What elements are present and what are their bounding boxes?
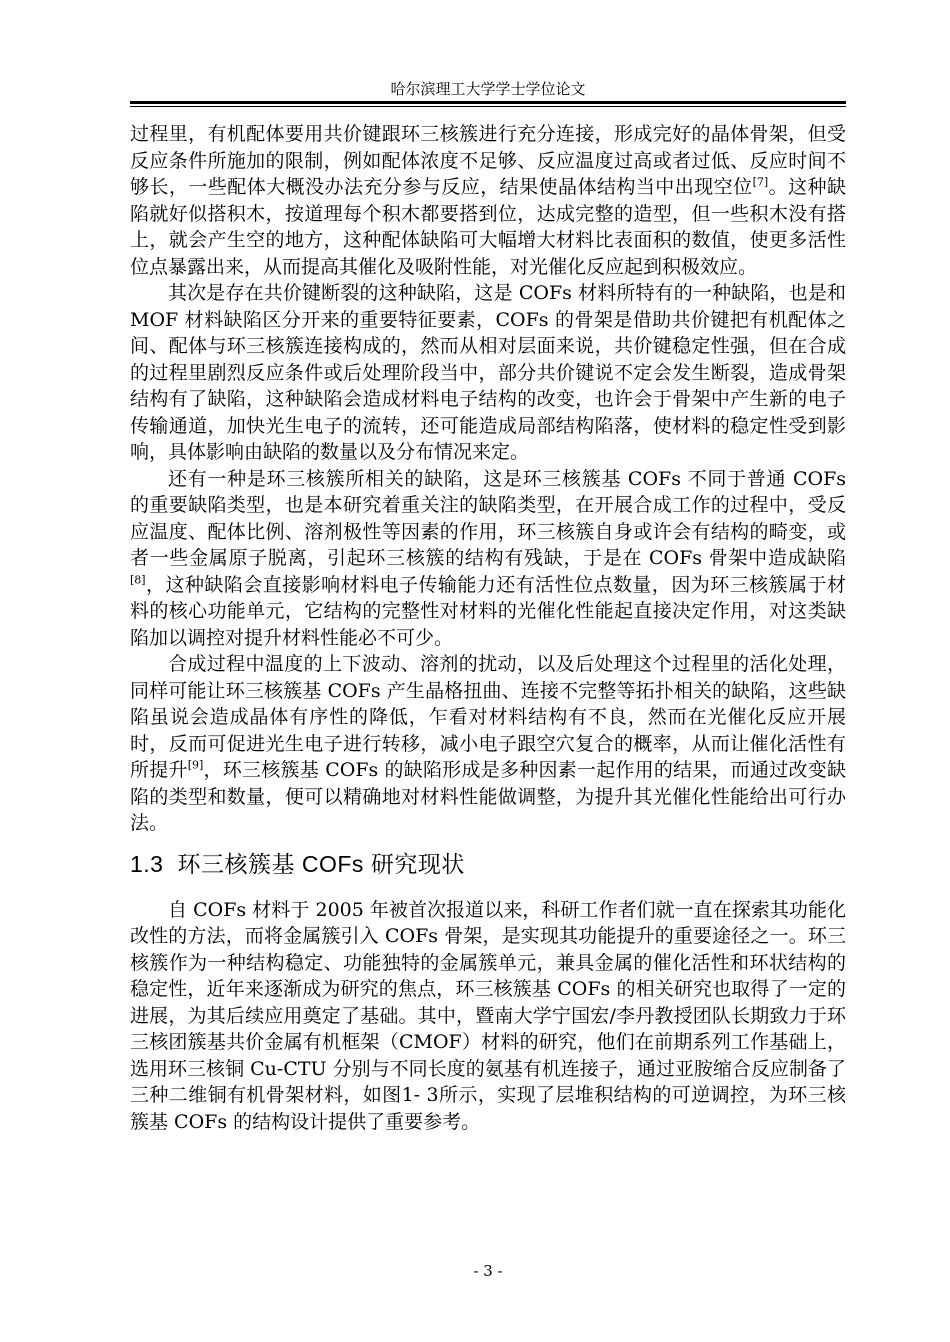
- page-number: - 3 -: [473, 1262, 503, 1280]
- paragraph: [130, 897, 846, 1136]
- page-header-title: 哈尔滨理工大学学士学位论文: [390, 80, 586, 98]
- citation-marker: [7]: [752, 175, 769, 189]
- paragraph: [130, 121, 846, 280]
- header-rule-thin: [130, 106, 846, 107]
- paragraph-text: 还有一种是环三核簇所相关的缺陷，这是环三核簇基 COFs 不同于普通 COFs 的重要缺陷类型，也是本研究着重关注的缺陷类型，在开展合成工作的过程中，受反应温度、配体比例、溶剂极性等因素的作用，环三核簇自身或许会有结构的畸变，或者一些金属原子脱离，引起环三核簇的结构有残缺，于是在 COFs 骨架中造成缺陷: [130, 467, 846, 569]
- paragraph: [130, 466, 846, 652]
- citation-marker: [8]: [130, 573, 146, 587]
- citation-marker: [9]: [187, 758, 204, 772]
- paragraph-text: 。这种缺陷就好似搭积木，按道理每个积木都要搭到位，达成完整的造型，但一些积木没有搭上，就会产生空的地方，这种配体缺陷可大幅增大材料比表面积的数值，使更多活性位点暴露出来，从而提高其催化及吸附性能，对光催化反应起到积极效应。: [130, 176, 846, 278]
- section-title: 环三核簇基 COFs 研究现状: [177, 850, 465, 877]
- paragraph-text: 自 COFs 材料于 2005 年被首次报道以来，科研工作者们就一直在探索其功能化改性的方法，而将金属簇引入 COFs 骨架，是实现其功能提升的重要途径之一。环三核簇作为一种结构稳定、功能独特的金属簇单元，兼具金属的催化活性和环状结构的稳定性，近年来逐渐成为研究的焦点，环三核簇基 COFs 的相关研究也取得了一定的进展，为其后续应用奠定了基础。其中，暨南大学宁国宏/李丹教授团队长期致力于环三核团簇基共价金属有机框架（CMOF）材料的研究，他们在前期系列工作基础上，选用环三核铜 Cu-CTU 分别与不同长度的氨基有机连接子，通过亚胺缩合反应制备了三种二维铜有机骨架材料，如图1- 3所示，实现了层堆积结构的可逆调控，为环三核簇基 COFs 的结构设计提供了重要参考。: [130, 898, 846, 1133]
- section-heading: [130, 847, 846, 881]
- paragraph-text: 其次是存在共价键断裂的这种缺陷，这是 COFs 材料所特有的一种缺陷，也是和 MOF 材料缺陷区分开来的重要特征要素，COFs 的骨架是借助共价键把有机配体之间、配体与环三核簇连接构成的，然而从相对层面来说，共价键稳定性强，但在合成的过程里剧烈反应条件或后处理阶段当中，部分共价键说不定会发生断裂，造成骨架结构有了缺陷，这种缺陷会造成材料电子结构的改变，也许会于骨架中产生新的电子传输通道，加快光生电子的流转，还可能造成局部结构陷落，使材料的稳定性受到影响，具体影响由缺陷的数量以及分布情况来定。: [130, 282, 846, 463]
- header-rule-thick: [130, 101, 846, 104]
- paragraph-text: 过程里，有机配体要用共价键跟环三核簇进行充分连接，形成完好的晶体骨架，但受反应条件所施加的限制，例如配体浓度不足够、反应温度过高或者过低、反应时间不够长，一些配体大概没办法充分参与反应，结果使晶体结构当中出现空位: [130, 123, 846, 198]
- paragraph-text: ，环三核簇基 COFs 的缺陷形成是多种因素一起作用的结果，而通过改变缺陷的类型和数量，便可以精确地对材料性能做调整，为提升其光催化性能给出可行办法。: [130, 759, 846, 834]
- document-body: [130, 121, 846, 1135]
- paragraph: [130, 651, 846, 837]
- paragraph: [130, 280, 846, 466]
- section-number: 1.3: [130, 850, 164, 877]
- paragraph-text: 合成过程中温度的上下波动、溶剂的扰动，以及后处理这个过程里的活化处理，同样可能让环三核簇基 COFs 产生晶格扭曲、连接不完整等拓扑相关的缺陷，这些缺陷虽说会造成晶体有序性的降低，乍看对材料结构有不良，然而在光催化反应开展时，反而可促进光生电子进行转移，减小电子跟空穴复合的概率，从而让催化活性有所提升: [130, 653, 846, 781]
- paragraph-text: ，这种缺陷会直接影响材料电子传输能力还有活性位点数量，因为环三核簇属于材料的核心功能单元，它结构的完整性对材料的光催化性能起直接决定作用，对这类缺陷加以调控对提升材料性能必不可少。: [130, 573, 846, 649]
